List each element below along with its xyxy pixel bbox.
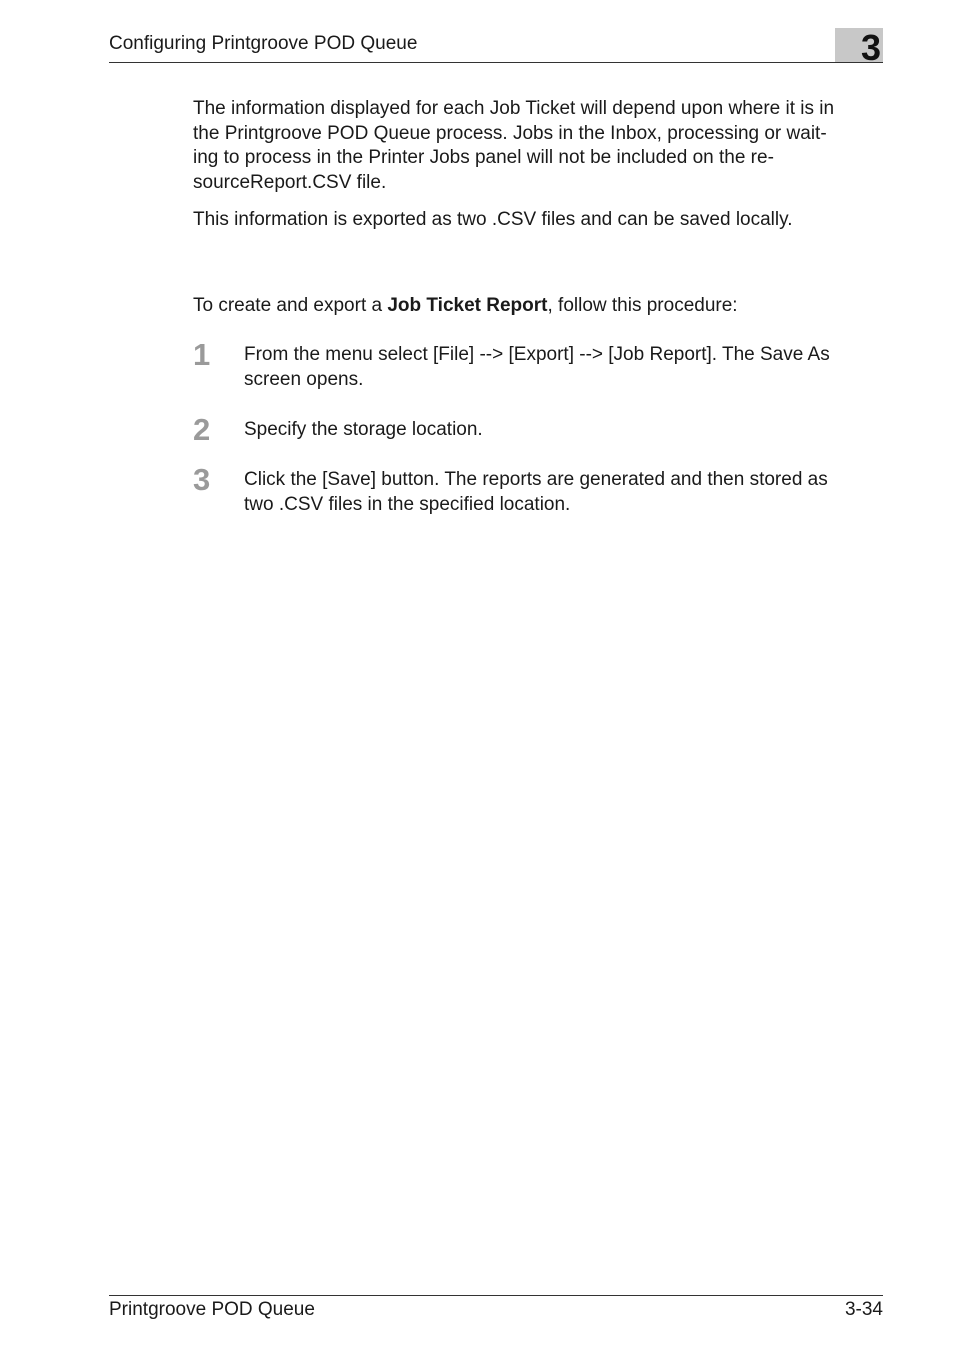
step-text bbox=[244, 343, 885, 392]
procedure-intro bbox=[193, 294, 885, 319]
step-line: Click the [Save] button. The reports are generated and then stored as bbox=[244, 469, 828, 490]
page-header-title: Configuring Printgroove POD Queue bbox=[109, 33, 418, 54]
intro-paragraph bbox=[193, 97, 885, 195]
step-line: two .CSV files in the specified location. bbox=[244, 493, 571, 515]
procedure-intro-bold: Job Ticket Report bbox=[387, 295, 548, 316]
step-line: From the menu select [File] --> [Export] --> [Job Report]. The Save As bbox=[244, 344, 830, 365]
chapter-number: 3 bbox=[860, 27, 881, 68]
step-text bbox=[244, 418, 885, 443]
step-line: screen opens. bbox=[244, 368, 364, 390]
procedure-intro-text-end: , follow this procedure: bbox=[547, 295, 738, 316]
footer-rule bbox=[109, 1295, 883, 1296]
paragraph-line: the Printgroove POD Queue process. Jobs in the Inbox, processing or wait- bbox=[193, 122, 827, 144]
step-number: 3 bbox=[193, 462, 211, 497]
step-number: 2 bbox=[193, 412, 211, 447]
page-number: 3-34 bbox=[844, 1299, 883, 1320]
chapter-tab bbox=[835, 27, 883, 68]
step-text bbox=[244, 468, 885, 517]
footer-title: Printgroove POD Queue bbox=[109, 1299, 315, 1320]
step-number: 1 bbox=[193, 337, 211, 372]
paragraph-line: ing to process in the Printer Jobs panel will not be included on the re- bbox=[193, 147, 774, 169]
procedure-intro-text: To create and export a bbox=[193, 295, 388, 316]
header-rule bbox=[109, 62, 883, 63]
paragraph-line: The information displayed for each Job Ticket will depend upon where it is in bbox=[193, 98, 835, 119]
export-paragraph: This information is exported as two .CSV files and can be saved locally. bbox=[193, 209, 793, 230]
step-line: Specify the storage location. bbox=[244, 419, 483, 440]
paragraph-line: sourceReport.CSV file. bbox=[193, 171, 387, 193]
